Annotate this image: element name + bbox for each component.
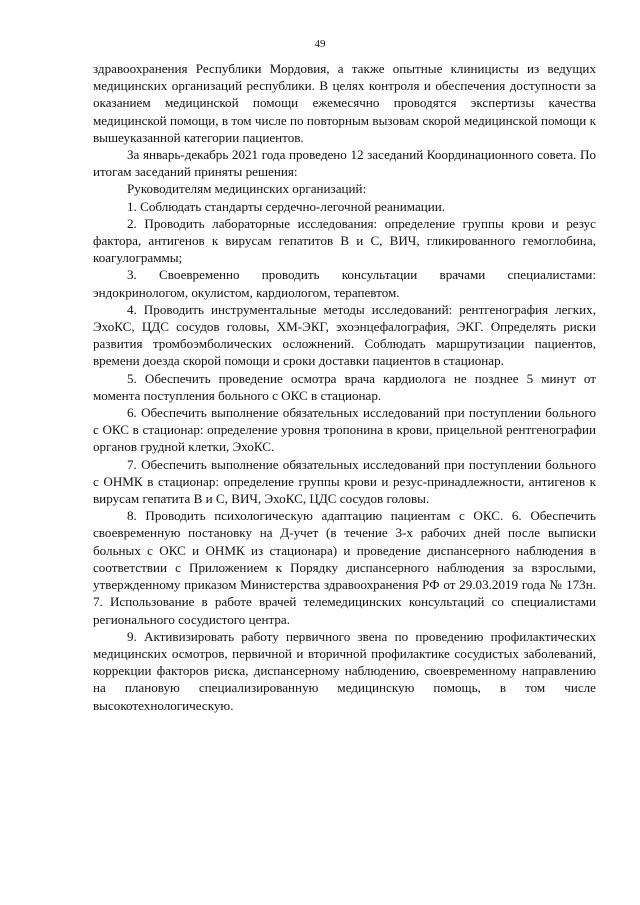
list-item-9: 9. Активизировать работу первичного звена по проведению профилактических медицинских осмотров, первичной и вторичной профилактике сосудистых заболеваний, коррекции факторов риска, диспансерному наблюдению, своевременному направлению на плановую специализированную медицинскую помощь, в том числе высокотехнологическую. (93, 628, 596, 713)
paragraph-addressee: Руководителям медицинских организаций: (127, 181, 367, 197)
body-text (93, 60, 596, 714)
list-item-7: 7. Обеспечить выполнение обязательных исследований при поступлении больного с ОНМК в стационар: определение группы крови и резус-принадлежности, антигенов к вирусам гепатита В и С, ВИЧ, ЭхоКС, ЦДС сосудов головы. (93, 456, 596, 507)
list-item-6: 6. Обеспечить выполнение обязательных исследований при поступлении больного с ОКС в стационар: определение уровня тропонина в крови, прицельной рентгенографии органов грудной клетки, ЭхоКС. (93, 405, 596, 455)
list-item-2: 2. Проводить лабораторные исследования: определение группы крови и резус фактора, антигенов к вирусам гепатитов В и С, ВИЧ, гликированного гемоглобина, коагулограммы; (93, 215, 596, 266)
list-item-8: 8. Проводить психологическую адаптацию пациентам с ОКС. 6. Обеспечить своевременную постановку на Д-учет (в течение 3-х рабочих дней после выписки больных с ОКС и ОНМК из стационара) и проведение диспансерного наблюдения в соответствии с Приложением к Порядку диспансерного наблюдения за взрослыми, утвержденному приказом Министерства здравоохранения РФ от 29.03.2019 года № 173н. 7. Использование в работе врачей телемедицинских консультаций со специалистами регионального сосудистого центра. (93, 508, 596, 627)
list-item-5: 5. Обеспечить проведение осмотра врача кардиолога не позднее 5 минут от момента поступления больного с ОКС в стационар. (93, 370, 596, 403)
page-number: 49 (314, 38, 326, 50)
list-item-3: 3. Своевременно проводить консультации врачами специалистами: эндокринологом, окулистом, кардиологом, терапевтом. (93, 267, 596, 300)
list-item-4: 4. Проводить инструментальные методы исследований: рентгенография легких, ЭхоКС, ЦДС сосудов головы, ХМ-ЭКГ, эхоэнцефалография, ЭКГ. Определять риски развития тромбоэмболических осложнений. Соблюдать маршрутизации пациентов, времени доезда скорой помощи и сроки доставки пациентов в стационар. (93, 301, 596, 369)
paragraph-intro: здравоохранения Республики Мордовия, а также опытные клиницисты из ведущих медицинских организаций республики. В целях контроля и обеспечения доступности за оказанием медицинской помощи ежемесячно проводятся экспертизы качества медицинской помощи, в том числе по повторным вызовам скорой медицинской помощи к вышеуказанной категории пациентов. (93, 61, 596, 145)
list-item-1: 1. Соблюдать стандарты сердечно-легочной реанимации. (127, 198, 446, 214)
paragraph-council-meetings: За январь-декабрь 2021 года проведено 12 заседаний Координационного совета. По итогам заседаний приняты решения: (93, 147, 596, 180)
